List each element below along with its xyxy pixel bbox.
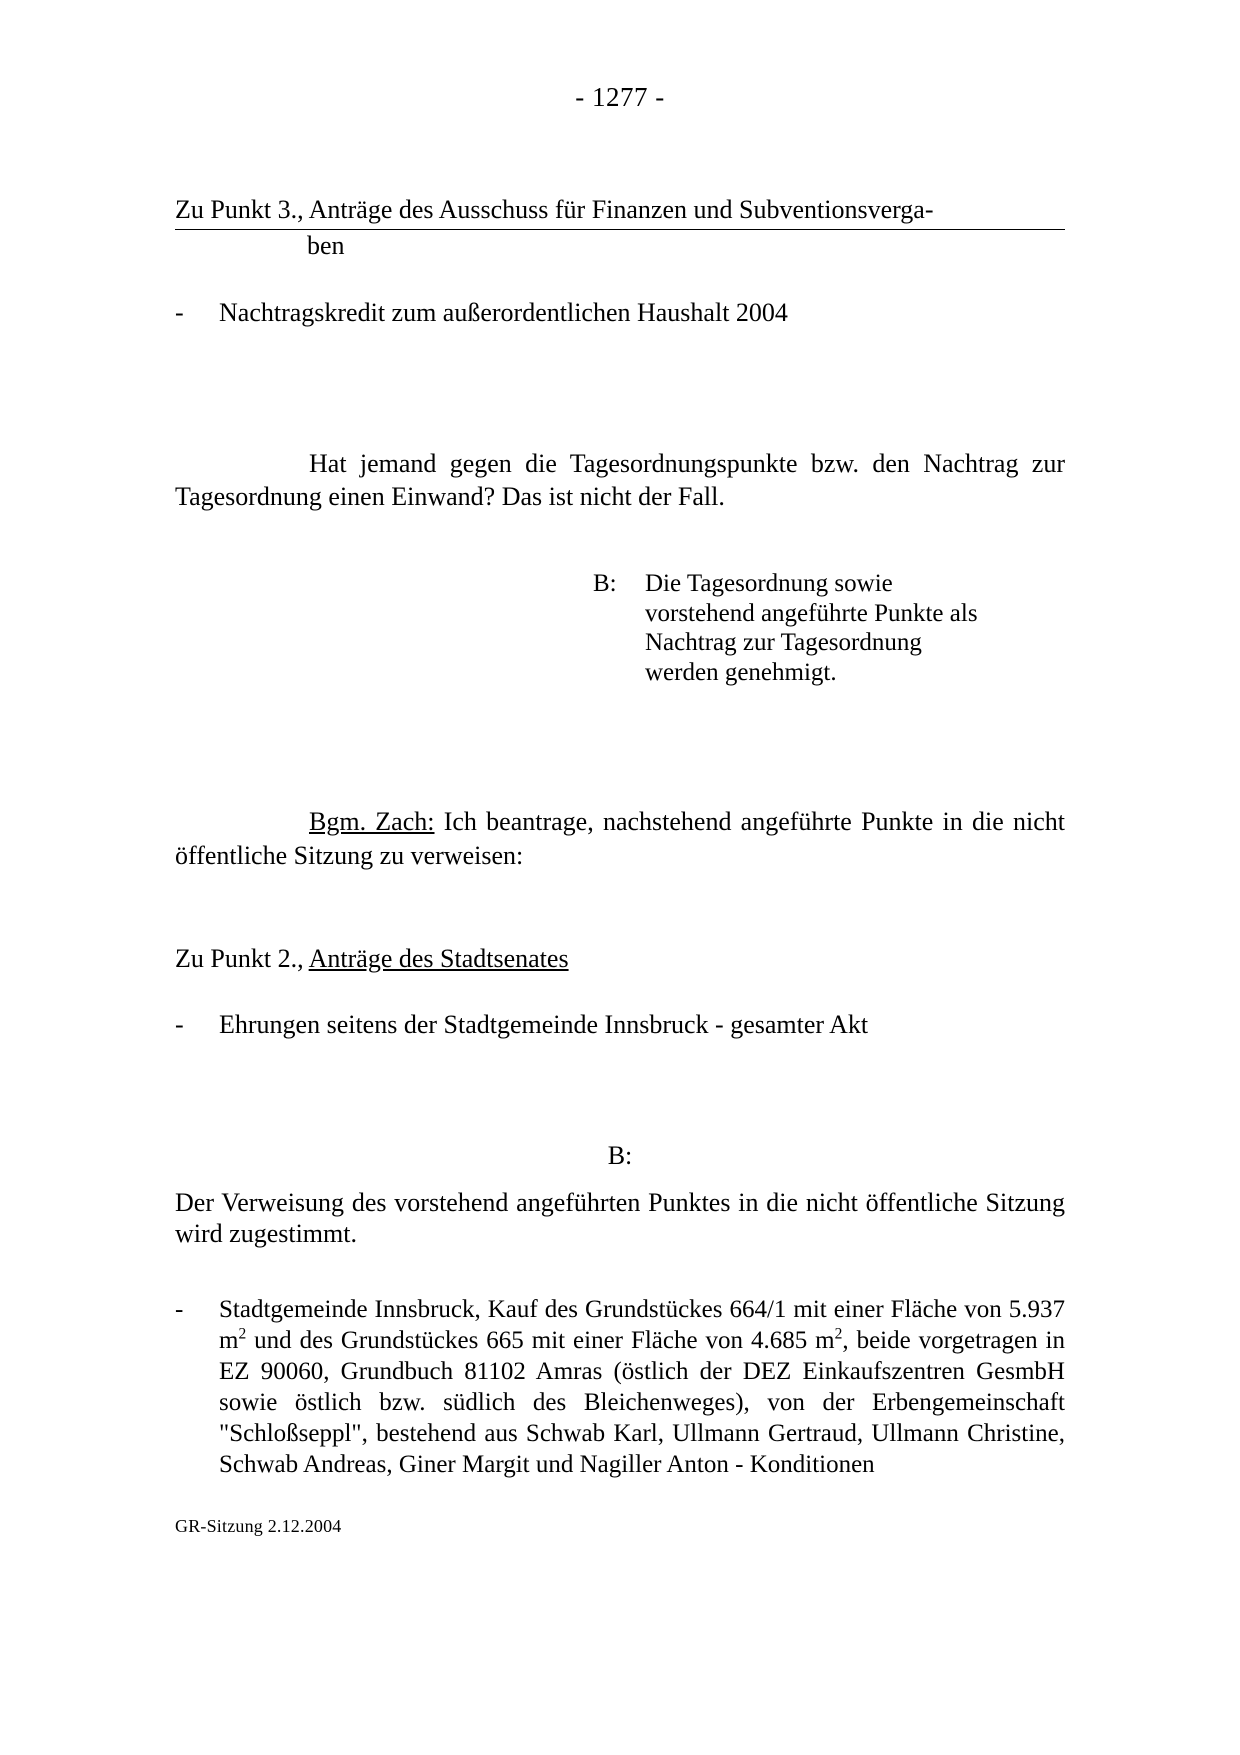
list-bullet-dash: - [175, 1010, 184, 1040]
decision-block-1 [593, 569, 1065, 687]
list-item-text [219, 1294, 1065, 1480]
list-item-text: Ehrungen seitens der Stadtgemeinde Innsbruck - gesamter Akt [219, 1010, 869, 1040]
list-bullet-dash: - [175, 1296, 184, 1324]
heading-point-2 [175, 942, 1065, 975]
list-item-grundstueck [175, 1294, 1065, 1480]
decision-label: B: [593, 570, 617, 598]
paragraph-speaker-zach [175, 805, 1065, 872]
decision-text-2: Der Verweisung des vorstehend angeführten Punktes in die nicht öffentliche Sitzung wird zugestimmt. [175, 1187, 1065, 1249]
list-item-ehrungen [175, 1008, 1065, 1041]
list-item-text: Nachtragskredit zum außerordentlichen Haushalt 2004 [219, 297, 788, 327]
grundstueck-part-1: Stadtgemeinde Innsbruck, Kauf des Grundstückes 664/1 mit einer Fläche von 5.937 m [219, 1296, 1065, 1355]
grundstueck-part-3: , beide vorgetragen in EZ 90060, Grundbuch 81102 Amras (östlich der DEZ Einkaufszentren GesmbH sowie östlich bzw. südlich des Bleichenweges), von der Erbengemeinschaft "Schloßseppl", bestehend aus Schwab Karl, Ullmann Gertraud, Ullmann Christine, Schwab Andreas, Giner Margit und Nagiller Anton - Konditionen [219, 1327, 1065, 1479]
spacer-1 [175, 329, 1065, 447]
document-content [175, 0, 1065, 1480]
spacer-4 [175, 1041, 1065, 1083]
spacer-2 [175, 687, 1065, 805]
page-number: - 1277 - [575, 82, 665, 112]
spacer-3 [175, 872, 1065, 942]
grundstueck-part-2: und des Grundstückes 665 mit einer Fläche von 4.685 m [246, 1327, 835, 1355]
heading-point-3 [175, 193, 1065, 230]
list-item-nachtragskredit [175, 296, 1065, 329]
list-bullet-dash: - [175, 297, 184, 327]
superscript-square-2: 2 [834, 1325, 843, 1343]
heading-point-3-line-2-wrap [175, 229, 1065, 262]
speaker-name: Bgm. Zach: [309, 807, 435, 837]
footer-text: GR-Sitzung 2.12.2004 [175, 1516, 342, 1536]
decision-text: Die Tagesordnung sowie vorstehend angeführte Punkte als Nachtrag zur Tagesordnung werden genehmigt. [645, 570, 978, 686]
heading-point-2-title: Anträge des Stadtsenates [308, 943, 569, 973]
paragraph-einwand: Hat jemand gegen die Tagesordnungspunkte bzw. den Nachtrag zur Tagesordnung einen Einwand? Das ist nicht der Fall. [175, 448, 1065, 512]
heading-point-3-line-2: ben [307, 231, 345, 261]
superscript-square-1: 2 [238, 1325, 247, 1343]
heading-point-2-prefix: Zu Punkt 2., [175, 943, 309, 973]
heading-point-3-line-1: Zu Punkt 3., Anträge des Ausschuss für Finanzen und Subventionsverga- [175, 193, 1065, 230]
decision-label-2: B: [607, 1141, 633, 1171]
speaker-statement: Ich beantrage, nachstehend angeführte Punkte in die nicht öffentliche Sitzung zu verweisen: [175, 807, 1065, 870]
